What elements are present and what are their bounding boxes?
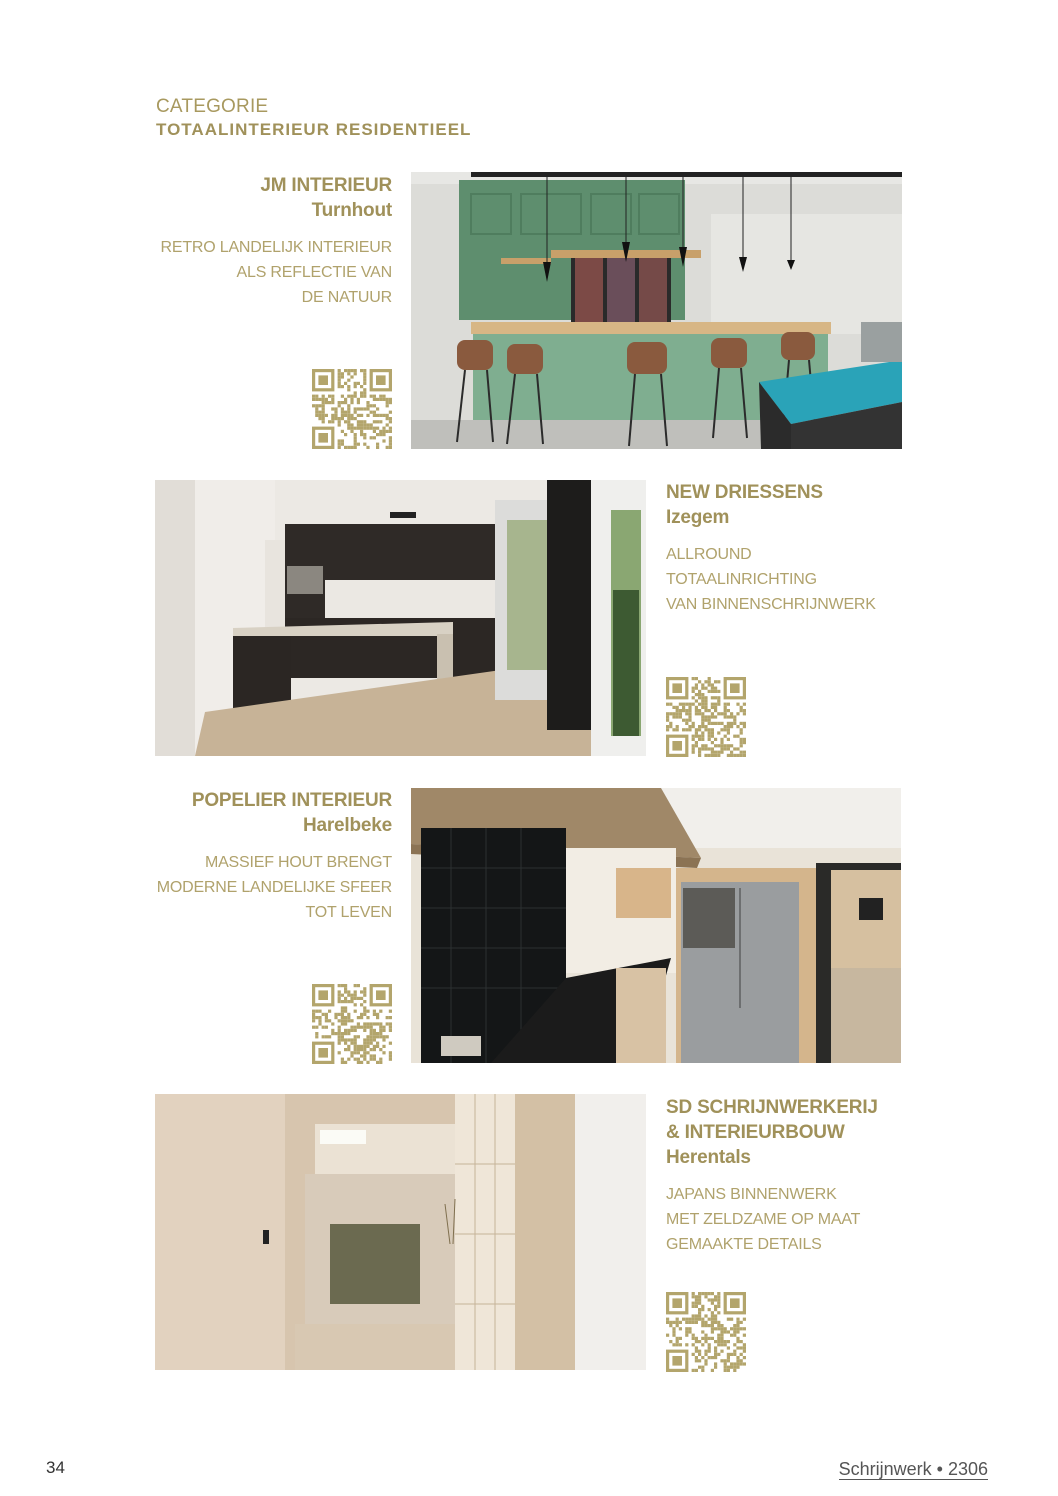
category-value: TOTAALINTERIEUR RESIDENTIEEL (156, 120, 472, 139)
japanese-interior-photo (155, 1094, 646, 1370)
category-header (156, 96, 471, 142)
description-line: MODERNE LANDELIJKE SFEER (156, 879, 392, 896)
category-label: CATEGORIE (156, 96, 269, 117)
company-description (152, 235, 392, 310)
page-number: 34 (46, 1458, 65, 1477)
description-line: MET ZELDZAME OP MAAT (666, 1211, 861, 1228)
company-city: Izegem (666, 507, 730, 528)
entry-popelier-interieur-text (152, 788, 392, 925)
company-description (152, 850, 392, 925)
company-name: JM INTERIEUR (260, 175, 392, 196)
qr-code-icon[interactable] (312, 984, 392, 1064)
description-line: DE NATUUR (301, 289, 392, 306)
company-name: SD SCHRIJNWERKERIJ (666, 1097, 878, 1118)
description-line: VAN BINNENSCHRIJNWERK (666, 596, 876, 613)
magazine-title: Schrijnwerk • 2306 (838, 1459, 988, 1479)
entry-jm-interieur-text (152, 173, 392, 310)
company-name-line-2: & INTERIEURBOUW (666, 1122, 845, 1143)
description-line: TOT LEVEN (305, 904, 392, 921)
description-line: RETRO LANDELIJK INTERIEUR (160, 239, 392, 256)
company-description (666, 542, 906, 617)
company-city: Turnhout (311, 200, 392, 221)
description-line: GEMAAKTE DETAILS (666, 1236, 822, 1253)
company-name: NEW DRIESSENS (666, 482, 823, 503)
description-line: MASSIEF HOUT BRENGT (204, 854, 392, 871)
company-city: Herentals (666, 1147, 751, 1168)
dark-kitchen-photo (155, 480, 646, 756)
description-line: ALLROUND TOTAALINRICHTING (666, 546, 817, 588)
description-line: JAPANS BINNENWERK (666, 1186, 837, 1203)
company-name: POPELIER INTERIEUR (191, 790, 392, 811)
entry-sd-schrijnwerkerij-text (666, 1095, 926, 1257)
description-line: ALS REFLECTIE VAN (236, 264, 392, 281)
bar-interior-photo (411, 172, 902, 449)
company-city: Harelbeke (302, 815, 392, 836)
entry-new-driessens-text (666, 480, 906, 617)
company-description (666, 1182, 926, 1257)
qr-code-icon[interactable] (312, 369, 392, 449)
qr-code-icon[interactable] (666, 1292, 746, 1372)
qr-code-icon[interactable] (666, 677, 746, 757)
rustic-kitchen-photo (411, 788, 901, 1063)
